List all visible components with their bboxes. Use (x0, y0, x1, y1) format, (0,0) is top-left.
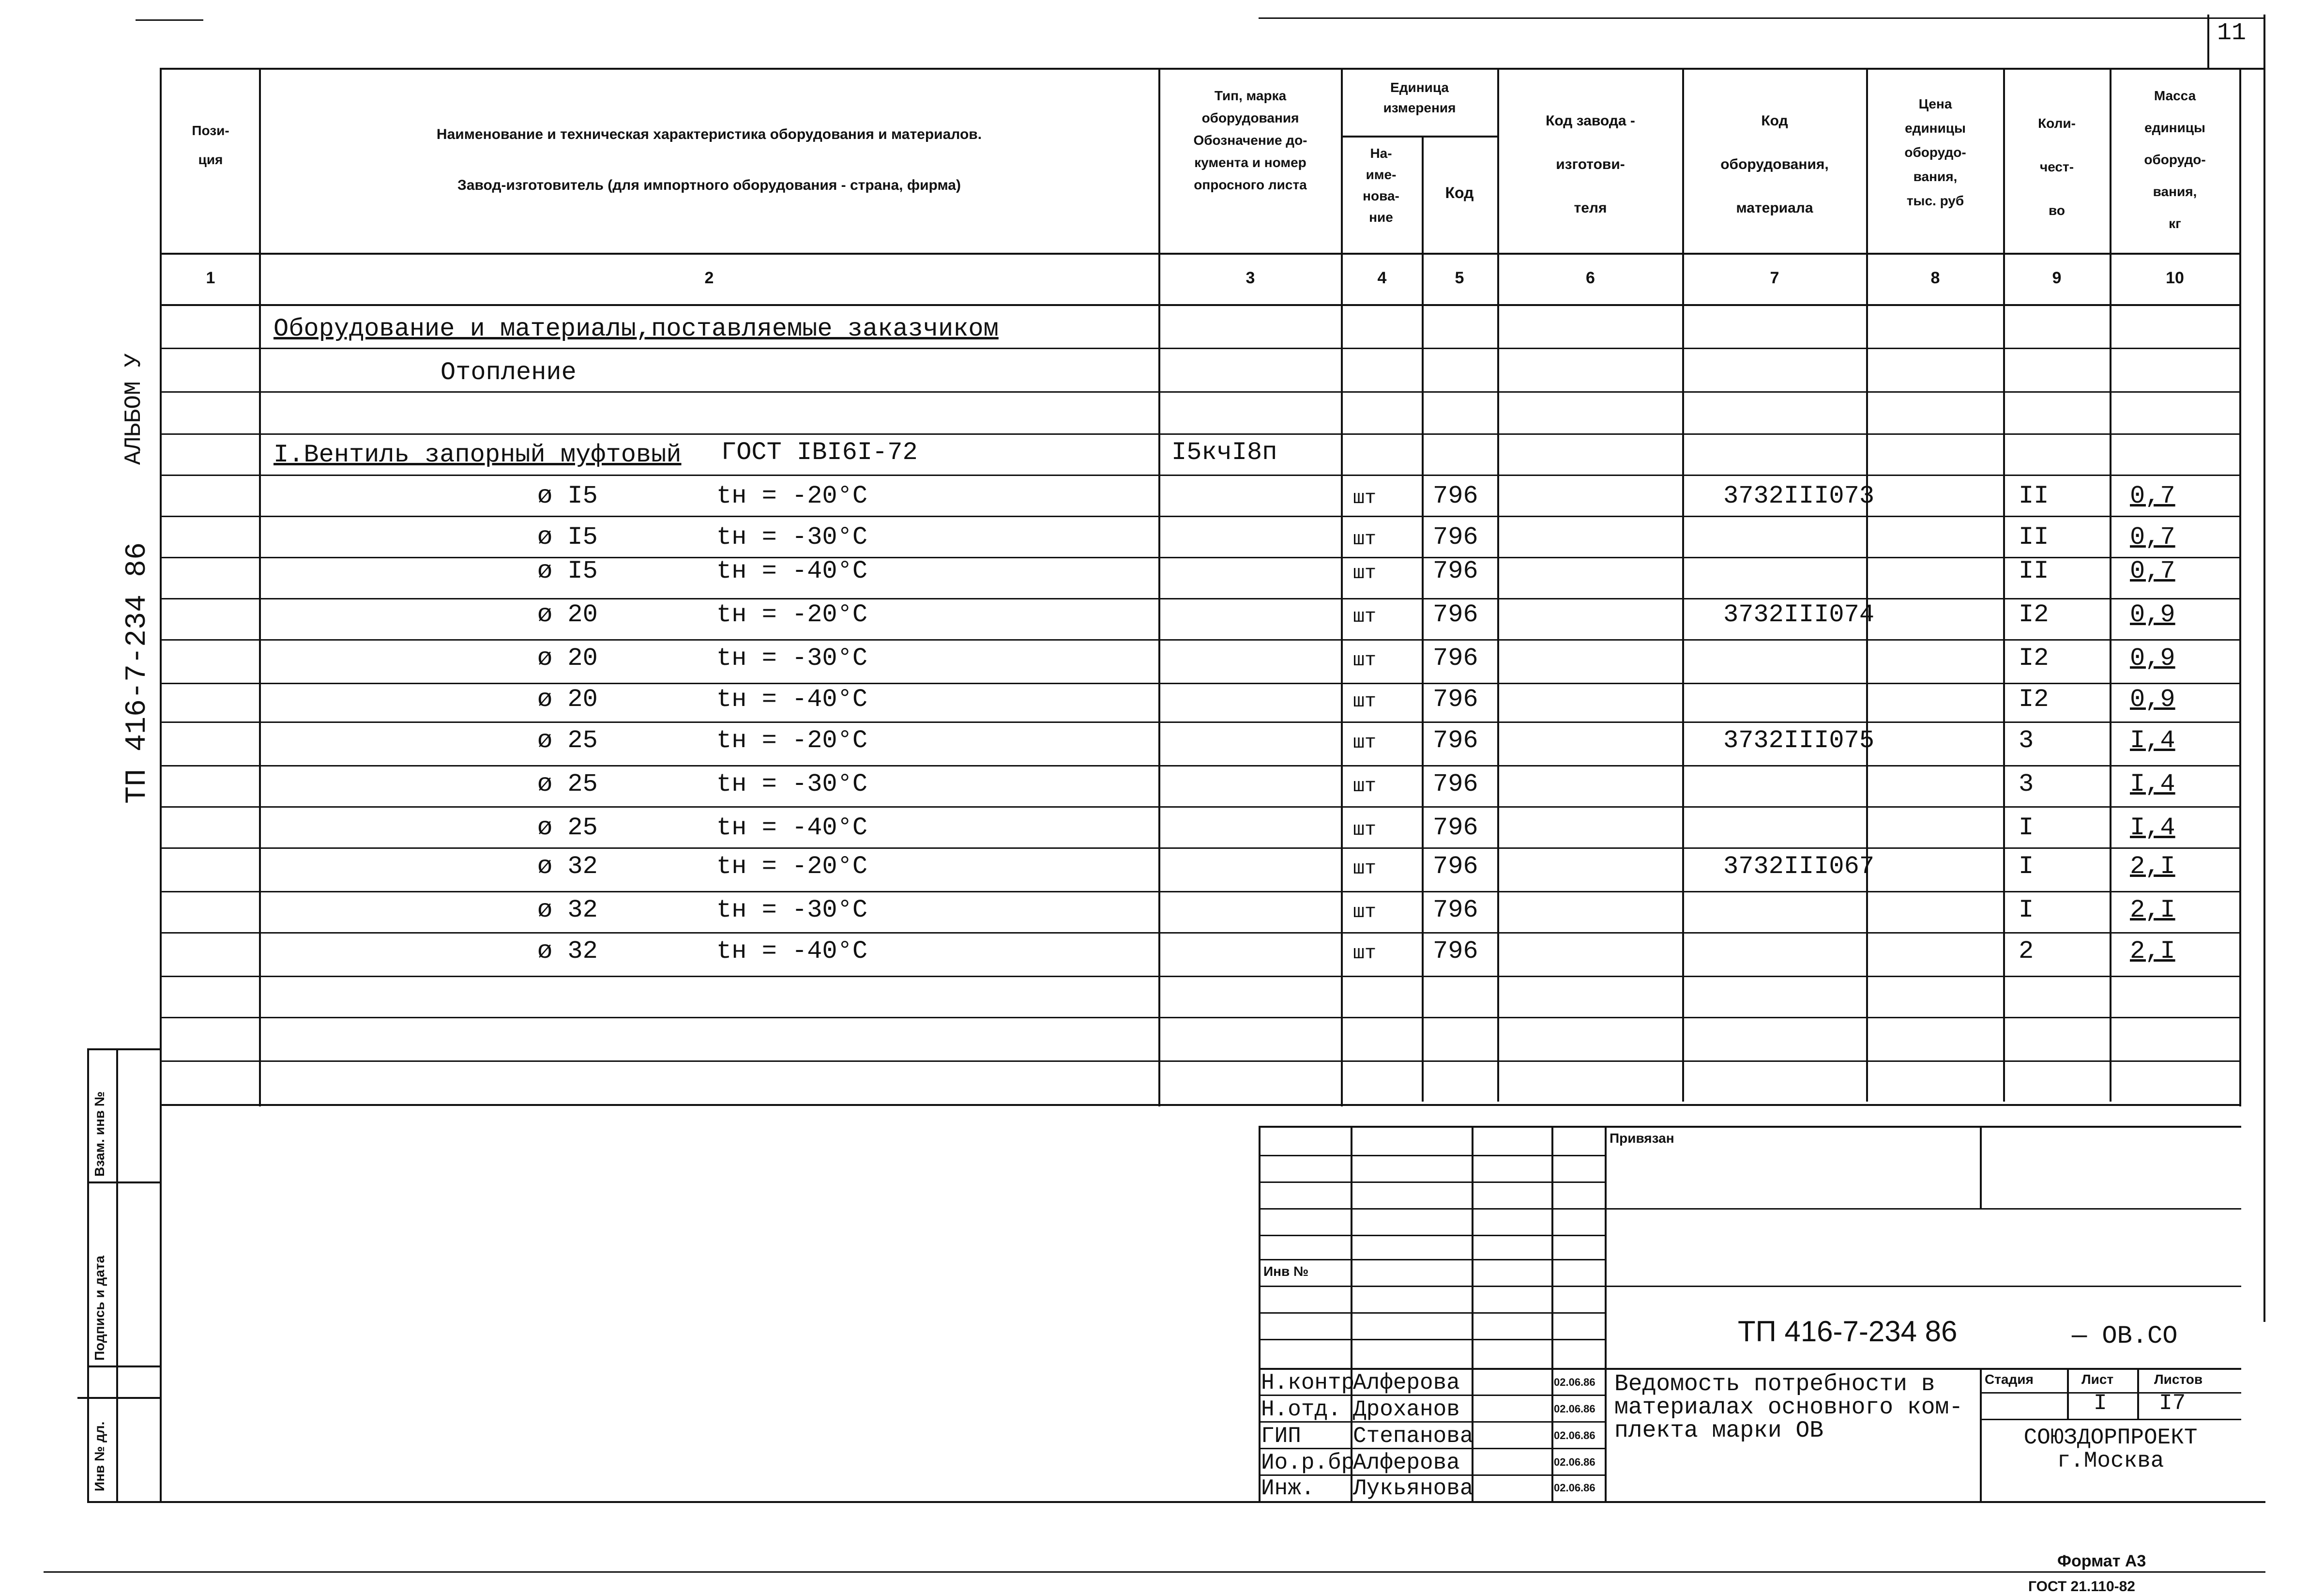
col-line-6 (1682, 68, 1684, 1102)
side-strip-bottom (87, 1501, 160, 1503)
tb-doc-code: ТП 416-7-234 86 (1738, 1315, 1958, 1348)
tb-person-name: Дроханов (1353, 1397, 1460, 1422)
tb-row (1259, 1368, 2241, 1370)
row-unit: шт (1353, 529, 1377, 551)
row-diameter: ø I5 (537, 482, 598, 510)
side-strip-top (87, 1048, 160, 1050)
side-strip-mid (116, 1048, 118, 1501)
row-line (160, 1017, 2241, 1018)
row-unit-code: 796 (1433, 770, 1478, 798)
header-mass: Масса единицы оборудо- вания, кг (2144, 88, 2206, 231)
row-quantity: I (2019, 896, 2034, 924)
row-mass: 0,9 (2130, 600, 2175, 629)
row-temperature: tн = -30°C (716, 896, 868, 924)
colnum-2: 2 (704, 269, 714, 287)
row-diameter: ø 25 (537, 813, 598, 842)
row-temperature: tн = -40°C (716, 813, 868, 842)
row-diameter: ø 32 (537, 852, 598, 881)
tb-person-date: 02.06.86 (1554, 1482, 1595, 1494)
row-quantity: I2 (2019, 644, 2049, 673)
row-mass: 0,7 (2130, 482, 2175, 510)
tb-person-role: ГИП (1261, 1424, 1301, 1449)
frame-top (160, 68, 2265, 70)
tb-privyazan: Привязан (1610, 1131, 1674, 1146)
header-material-code: Код оборудования, материала (1720, 113, 1829, 216)
row-quantity: I (2019, 852, 2034, 881)
row-line (160, 683, 2241, 684)
row-mass: 2,I (2130, 852, 2175, 881)
row-quantity: I (2019, 813, 2034, 842)
colnum-9: 9 (2052, 269, 2062, 287)
header-unit-group: Единица измерения (1383, 80, 1456, 115)
row-unit: шт (1353, 691, 1377, 713)
subsection-title: Отопление (440, 358, 577, 387)
colnum-6: 6 (1586, 269, 1595, 287)
row-line (160, 598, 2241, 599)
tb-row (1259, 1286, 2241, 1287)
tb-sheet-label: Лист (2081, 1372, 2114, 1387)
row-diameter: ø 20 (537, 600, 598, 629)
tb-row (1980, 1392, 2241, 1394)
col-line-5 (1497, 68, 1499, 1102)
row-temperature: tн = -20°C (716, 600, 868, 629)
row-temperature: tн = -20°C (716, 482, 868, 510)
item-type: I5кчI8п (1171, 438, 1277, 467)
tb-row (1259, 1155, 1605, 1156)
row-line (160, 557, 2241, 558)
row-diameter: ø I5 (537, 523, 598, 552)
sheet-number-box-left (2207, 15, 2209, 68)
tb-person-date: 02.06.86 (1554, 1456, 1595, 1468)
row-unit-code: 796 (1433, 644, 1478, 673)
row-mass: I,4 (2130, 726, 2175, 755)
row-quantity: II (2019, 482, 2049, 510)
tb-description: Ведомость потребности в материалах основного ком- плекта марки ОВ (1614, 1371, 1963, 1444)
row-material-code: 3732III067 (1723, 852, 1875, 881)
tb-person-date: 02.06.86 (1554, 1376, 1595, 1388)
col-line-2 (1158, 68, 1160, 1106)
album-label: АЛЬБОМ У (121, 353, 147, 465)
row-line (160, 806, 2241, 808)
table-bottom (160, 1104, 2241, 1106)
tb-person-name: Лукьянова (1353, 1476, 1473, 1501)
row-temperature: tн = -30°C (716, 523, 868, 552)
row-unit: шт (1353, 776, 1377, 798)
project-code-vertical: ТП 416-7-234 86 (121, 542, 154, 804)
tb-sheets-label: Листов (2154, 1372, 2203, 1387)
colnum-8: 8 (1930, 269, 1940, 287)
colnum-5: 5 (1455, 269, 1464, 287)
side-label-replaced: Взам. инв № (92, 1091, 107, 1177)
row-unit: шт (1353, 732, 1377, 754)
header-name-line1: Наименование и техническая характеристика оборудования и материалов. (436, 126, 982, 142)
header-factory-code: Код завода - изготови- теля (1546, 113, 1635, 216)
row-diameter: ø 25 (537, 770, 598, 798)
col-line-10 (2239, 68, 2241, 1106)
stray-line-bottom (44, 1571, 2265, 1573)
row-quantity: II (2019, 557, 2049, 585)
row-unit: шт (1353, 858, 1377, 880)
row-line (160, 765, 2241, 767)
row-line (160, 348, 2241, 349)
tb-person-name: Степанова (1353, 1424, 1473, 1449)
row-diameter: ø 32 (537, 896, 598, 924)
stray-line-top2 (1259, 17, 2265, 19)
row-unit-code: 796 (1433, 685, 1478, 714)
row-unit: шт (1353, 606, 1377, 628)
side-strip-sep3 (77, 1397, 160, 1399)
row-material-code: 3732III074 (1723, 600, 1875, 629)
tb-organization: СОЮЗДОРПРОЕКТ г.Москва (2023, 1425, 2198, 1473)
row-temperature: tн = -40°C (716, 557, 868, 585)
tb-person-date: 02.06.86 (1554, 1403, 1595, 1415)
tb-person-role: Н.контр (1261, 1370, 1355, 1396)
row-line (160, 391, 2241, 393)
header-quantity: Коли- чест- во (2038, 116, 2076, 218)
frame-right (2263, 15, 2265, 1322)
tb-row (1259, 1312, 1605, 1314)
row-unit-code: 796 (1433, 937, 1478, 966)
tb-sheet-value: I (2094, 1391, 2107, 1416)
side-strip-sep2 (87, 1365, 160, 1367)
colnum-7: 7 (1770, 269, 1779, 287)
row-line (160, 433, 2241, 435)
tb-col-f (1980, 1368, 1982, 1501)
row-line (160, 721, 2241, 723)
tb-col-e (1980, 1126, 1982, 1208)
footer-format: Формат А3 (2057, 1552, 2146, 1570)
tb-person-role: Н.отд. (1261, 1397, 1341, 1422)
row-unit-code: 796 (1433, 852, 1478, 881)
row-mass: 0,9 (2130, 685, 2175, 714)
row-unit-code: 796 (1433, 600, 1478, 629)
row-temperature: tн = -40°C (716, 937, 868, 966)
row-temperature: tн = -30°C (716, 770, 868, 798)
row-unit-code: 796 (1433, 523, 1478, 552)
header-price: Цена единицы оборудо- вания, тыс. руб (1904, 96, 1966, 208)
tb-person-name: Алферова (1353, 1450, 1460, 1475)
tb-person-date: 02.06.86 (1554, 1429, 1595, 1442)
frame-left (160, 68, 162, 1501)
row-line (160, 976, 2241, 977)
tb-inv-label: Инв № (1263, 1264, 1309, 1279)
row-unit: шт (1353, 902, 1377, 923)
row-unit: шт (1353, 819, 1377, 841)
colnum-3: 3 (1246, 269, 1255, 287)
row-temperature: tн = -40°C (716, 685, 868, 714)
row-unit-code: 796 (1433, 726, 1478, 755)
row-diameter: ø I5 (537, 557, 598, 585)
row-line (160, 1060, 2241, 1062)
col-line-7 (1866, 68, 1868, 1102)
stray-line-top (136, 19, 203, 21)
tb-top (1259, 1126, 2241, 1128)
row-quantity: 2 (2019, 937, 2034, 966)
colnum-1: 1 (206, 269, 215, 287)
header-bottom (160, 253, 2241, 255)
row-line (160, 475, 2241, 476)
footer-gost: ГОСТ 21.110-82 (2028, 1579, 2135, 1595)
header-position: Пози- ция (192, 123, 229, 167)
row-unit-code: 796 (1433, 557, 1478, 585)
row-temperature: tн = -30°C (716, 644, 868, 673)
row-unit-code: 796 (1433, 482, 1478, 510)
row-mass: 2,I (2130, 896, 2175, 924)
row-temperature: tн = -20°C (716, 726, 868, 755)
row-diameter: ø 20 (537, 644, 598, 673)
row-diameter: ø 20 (537, 685, 598, 714)
section-title: Оборудование и материалы,поставляемые заказчиком (273, 315, 999, 343)
header-name-line2: Завод-изготовитель (для импортного оборудования - страна, фирма) (457, 177, 961, 193)
row-unit: шт (1353, 563, 1377, 584)
row-material-code: 3732III075 (1723, 726, 1875, 755)
tb-doc-suffix: — ОВ.СО (2072, 1322, 2178, 1350)
header-unit-name: На- име- нова- ние (1363, 146, 1399, 225)
col-line-1 (259, 68, 261, 1106)
tb-row (1259, 1339, 1605, 1340)
tb-person-name: Алферова (1353, 1370, 1460, 1396)
row-mass: 2,I (2130, 937, 2175, 966)
tb-row (1980, 1419, 2241, 1420)
tb-sheets-value: I7 (2159, 1391, 2186, 1416)
row-unit-code: 796 (1433, 896, 1478, 924)
header-unit-code: Код (1445, 184, 1474, 201)
side-strip-sep1 (87, 1181, 160, 1183)
tb-stage-label: Стадия (1985, 1372, 2034, 1387)
row-quantity: II (2019, 523, 2049, 552)
tb-person-role: Ио.р.бр (1261, 1450, 1355, 1475)
tb-person-role: Инж. (1261, 1476, 1315, 1501)
side-label-inv: Инв № дл. (92, 1421, 107, 1491)
side-strip-left (87, 1048, 89, 1501)
tb-row (1259, 1259, 1605, 1260)
row-line (160, 847, 2241, 849)
tb-row (1259, 1208, 2241, 1210)
header-type: Тип, марка оборудования Обозначение до- кумента и номер опросного листа (1193, 88, 1307, 192)
item-name: I.Вентиль запорный муфтовый (273, 441, 682, 469)
row-mass: I,4 (2130, 770, 2175, 798)
row-material-code: 3732III073 (1723, 482, 1875, 510)
row-line (160, 639, 2241, 641)
row-quantity: 3 (2019, 726, 2034, 755)
colnum-bottom (160, 304, 2241, 306)
row-mass: 0,9 (2130, 644, 2175, 673)
unit-group-line (1341, 136, 1497, 138)
row-quantity: I2 (2019, 600, 2049, 629)
item-standard: ГОСТ IBI6I-72 (721, 438, 918, 467)
row-unit-code: 796 (1433, 813, 1478, 842)
row-diameter: ø 32 (537, 937, 598, 966)
row-quantity: I2 (2019, 685, 2049, 714)
row-unit: шт (1353, 943, 1377, 965)
row-diameter: ø 25 (537, 726, 598, 755)
sheet-number: 11 (2217, 19, 2247, 47)
frame-bottom (160, 1501, 2265, 1503)
tb-row (1259, 1181, 1605, 1183)
row-temperature: tн = -20°C (716, 852, 868, 881)
row-unit: шт (1353, 650, 1377, 672)
row-line (160, 516, 2241, 517)
row-line (160, 932, 2241, 934)
row-mass: 0,7 (2130, 523, 2175, 552)
row-mass: I,4 (2130, 813, 2175, 842)
tb-row (1259, 1235, 1605, 1236)
row-quantity: 3 (2019, 770, 2034, 798)
colnum-10: 10 (2166, 269, 2184, 287)
row-line (160, 891, 2241, 892)
colnum-4: 4 (1377, 269, 1387, 287)
side-label-signature: Подпись и дата (92, 1256, 107, 1361)
tb-col-d (1605, 1126, 1607, 1501)
row-unit: шт (1353, 488, 1377, 509)
row-mass: 0,7 (2130, 557, 2175, 585)
